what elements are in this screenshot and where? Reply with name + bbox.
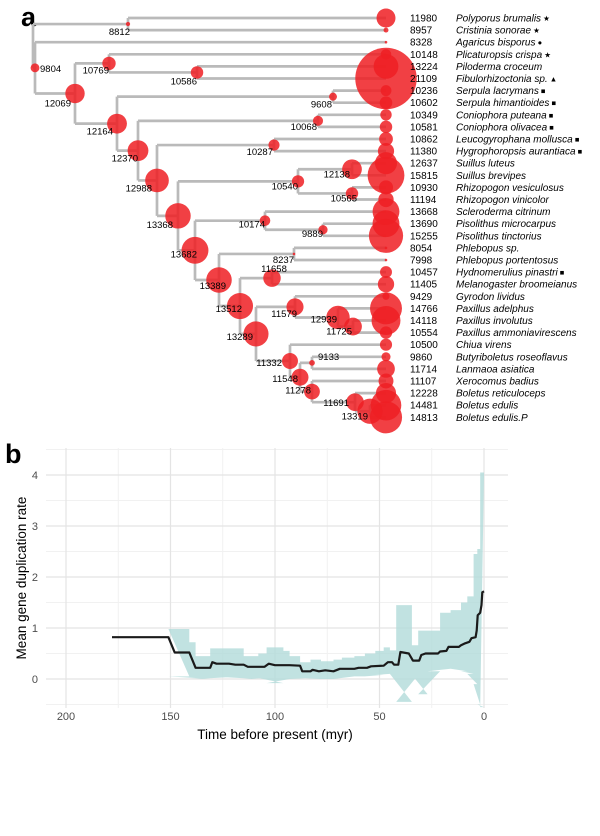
tip-name-label: Hydnomerulius pinastri ■	[456, 267, 565, 279]
y-tick-label: 4	[31, 470, 38, 482]
tip-number-label: 12228	[410, 388, 438, 400]
tip-name-label: Plicaturopsis crispa ★	[456, 49, 551, 61]
node-label: 10586	[170, 76, 197, 88]
tip-number-label: 11380	[410, 146, 438, 158]
node-dot	[282, 353, 298, 369]
tip-dot	[385, 247, 388, 250]
tip-dot	[385, 41, 388, 44]
node-label: 8237	[272, 254, 294, 266]
node-label: 12138	[323, 169, 350, 181]
tip-dot	[380, 266, 392, 278]
tip-number-label: 10602	[410, 98, 438, 110]
node-label: 11658	[261, 264, 287, 276]
dot-symbol-icon: ●	[535, 38, 543, 48]
tip-number-label: 14118	[410, 316, 438, 327]
node-label: 12069	[44, 98, 71, 110]
tip-name-label: Scleroderma citrinum	[456, 207, 551, 219]
tip-number-label: 8328	[410, 37, 433, 49]
tip-name-label: Pisolithus microcarpus	[456, 219, 557, 231]
x-tick-label: 150	[161, 711, 180, 723]
node-dot	[126, 22, 130, 26]
tip-dot	[377, 9, 396, 28]
tip-dot	[380, 109, 391, 120]
tip-name-label: Lanmaoa asiatica	[456, 364, 535, 376]
sq-symbol-icon: ■	[547, 122, 554, 132]
x-axis-title: Time before present (myr)	[197, 727, 353, 742]
tip-number-label: 13690	[410, 219, 438, 231]
tip-dot	[379, 374, 394, 389]
tip-number-label: 14766	[410, 303, 438, 315]
tip-name-label: Xerocomus badius	[456, 376, 539, 388]
node-label: 9804	[40, 63, 62, 75]
tip-dot	[385, 259, 388, 262]
star-symbol-icon: ★	[542, 50, 551, 60]
tip-dot	[381, 85, 392, 96]
tip-number-label: 11194	[410, 195, 437, 206]
y-tick-label: 3	[31, 521, 38, 533]
tip-name-label: Leucogyrophana mollusca ■	[456, 134, 580, 146]
node-label: 10287	[246, 147, 273, 159]
x-tick-label: 200	[56, 711, 76, 723]
tip-dot	[379, 132, 393, 146]
tip-name-label: Polyporus brumalis ★	[456, 13, 550, 25]
tip-number-label: 10930	[410, 182, 438, 194]
tip-number-label: 15815	[410, 170, 438, 182]
node-label: 10769	[82, 65, 109, 77]
tip-name-label: Boletus edulis	[456, 400, 519, 412]
node-label: 11548	[272, 374, 298, 386]
node-label: 9608	[310, 99, 332, 111]
sq-symbol-icon: ■	[538, 86, 546, 96]
node-label: 11691	[323, 398, 349, 410]
tip-name-label: Agaricus bisporus ●	[456, 37, 543, 49]
panel-b-label: b	[5, 439, 22, 469]
node-label: 12939	[310, 314, 337, 326]
tip-name-label: Paxillus adelphus	[456, 303, 534, 315]
tip-number-label: 11405	[410, 279, 438, 291]
node-label: 12370	[111, 153, 138, 165]
axis-ticks	[32, 470, 487, 723]
node-label: 13289	[226, 331, 253, 343]
sq-symbol-icon: ■	[557, 268, 565, 278]
node-label: 12988	[125, 183, 152, 195]
tip-number-label: 10349	[410, 110, 438, 122]
tip-name-label: Serpula himantioides ■	[456, 98, 557, 110]
sq-symbol-icon: ■	[575, 147, 583, 157]
node-label: 13319	[341, 411, 368, 423]
tip-name-label: Hygrophoropsis aurantiaca ■	[456, 146, 583, 158]
tip-name-label: Melanogaster broomeianus	[456, 279, 578, 291]
node-label: 11278	[285, 385, 311, 397]
tip-dot	[380, 339, 392, 351]
tip-number-label: 11980	[410, 13, 438, 25]
tip-number-label: 21109	[410, 74, 438, 85]
tip-number-label: 10457	[410, 267, 438, 279]
star-symbol-icon: ★	[541, 14, 550, 23]
node-label: 12164	[86, 126, 113, 138]
node-dot	[31, 63, 40, 72]
node-label: 10540	[271, 181, 298, 193]
tip-number-label: 9429	[410, 291, 433, 303]
y-tick-label: 1	[31, 623, 38, 635]
x-tick-label: 50	[373, 711, 386, 723]
node-label: 11725	[326, 326, 352, 338]
tip-dot	[380, 121, 392, 133]
tip-name-label: Boletus reticuloceps	[456, 388, 546, 400]
panel-a-label: a	[21, 2, 37, 32]
tip-dot	[381, 352, 390, 361]
node-label: 13389	[199, 280, 226, 292]
tip-number-label: 10862	[410, 134, 438, 146]
tip-number-label: 8054	[410, 243, 433, 255]
tip-dot	[380, 326, 392, 338]
node-label: 9133	[318, 351, 340, 363]
tip-number-label: 9860	[410, 352, 433, 364]
tip-name-label: Chiua virens	[456, 340, 512, 352]
tip-number-label: 14481	[410, 400, 438, 412]
tip-number-label: 11714	[410, 364, 438, 376]
tip-dot	[382, 293, 389, 300]
sq-symbol-icon: ■	[546, 110, 554, 120]
tip-number-label: 10148	[410, 49, 438, 61]
tip-number-label: 11107	[410, 376, 437, 388]
tip-number-label: 14813	[410, 412, 438, 424]
tip-name-label: Phlebopus portentosus	[456, 255, 559, 267]
tip-number-label: 10500	[410, 340, 438, 352]
tip-name-label: Coniophora olivacea ■	[456, 122, 554, 134]
tip-number-label: 8957	[410, 25, 433, 37]
x-tick-label: 100	[265, 711, 285, 723]
confidence-ribbon	[168, 473, 484, 708]
node-label: 10174	[238, 219, 265, 231]
tip-number-label: 12637	[410, 158, 438, 170]
tip-name-label: Piloderma croceum	[456, 61, 543, 73]
node-label: 8812	[108, 27, 130, 39]
tip-name-label: Rhizopogon vinicolor	[456, 195, 549, 206]
tip-number-label: 15255	[410, 231, 438, 243]
tip-dot	[381, 49, 391, 59]
tip-name-label: Butyriboletus roseoflavus	[456, 352, 568, 364]
duplication-rate-chart-panel	[0, 436, 600, 836]
node-label: 11332	[256, 357, 282, 369]
tip-dot	[384, 28, 389, 33]
node-dot	[309, 360, 315, 366]
tip-name-label: Suillus brevipes	[456, 170, 527, 182]
y-tick-label: 0	[31, 674, 38, 686]
tip-name-label: Paxillus ammoniavirescens	[456, 328, 577, 340]
tip-name-label: Paxillus involutus	[456, 316, 533, 327]
tip-name-label: Pisolithus tinctorius	[456, 231, 542, 243]
sq-symbol-icon: ■	[572, 135, 580, 144]
node-label: 10565	[330, 193, 357, 205]
y-axis-title: Mean gene duplication rate	[14, 496, 29, 660]
tip-dot	[378, 276, 394, 292]
tip-number-label: 7998	[410, 255, 433, 267]
tip-name-label: Cristinia sonorae ★	[456, 25, 540, 37]
tri-symbol-icon: ▲	[547, 74, 558, 84]
node-label: 13512	[215, 304, 242, 316]
tip-name-label: Fibulorhizoctonia sp. ▲	[456, 74, 558, 85]
sq-symbol-icon: ■	[549, 98, 557, 108]
tip-number-label: 13668	[410, 207, 438, 219]
tip-number-label: 13224	[410, 61, 438, 73]
tip-name-label: Boletus edulis.P	[456, 412, 528, 424]
tip-number-label: 10236	[410, 86, 438, 98]
tip-dot	[380, 96, 393, 109]
tip-number-label: 10581	[410, 122, 438, 134]
x-tick-label: 0	[480, 711, 488, 723]
tip-number-label: 10554	[410, 328, 438, 340]
node-label: 9889	[301, 228, 323, 240]
tip-name-label: Suillus luteus	[456, 158, 515, 170]
tip-name-label: Coniophora puteana ■	[456, 110, 554, 122]
node-label: 11579	[271, 308, 297, 320]
star-symbol-icon: ★	[531, 26, 540, 36]
node-label: 13368	[146, 219, 173, 231]
node-label: 10068	[290, 121, 317, 133]
tip-name-label: Rhizopogon vesiculosus	[456, 182, 564, 194]
y-tick-label: 2	[31, 572, 38, 584]
tip-name-label: Gyrodon lividus	[456, 291, 525, 303]
tip-dot	[379, 180, 393, 194]
node-label: 13682	[170, 249, 197, 261]
tip-name-label: Phlebopus sp.	[456, 243, 520, 255]
tip-name-label: Serpula lacrymans ■	[456, 86, 546, 98]
